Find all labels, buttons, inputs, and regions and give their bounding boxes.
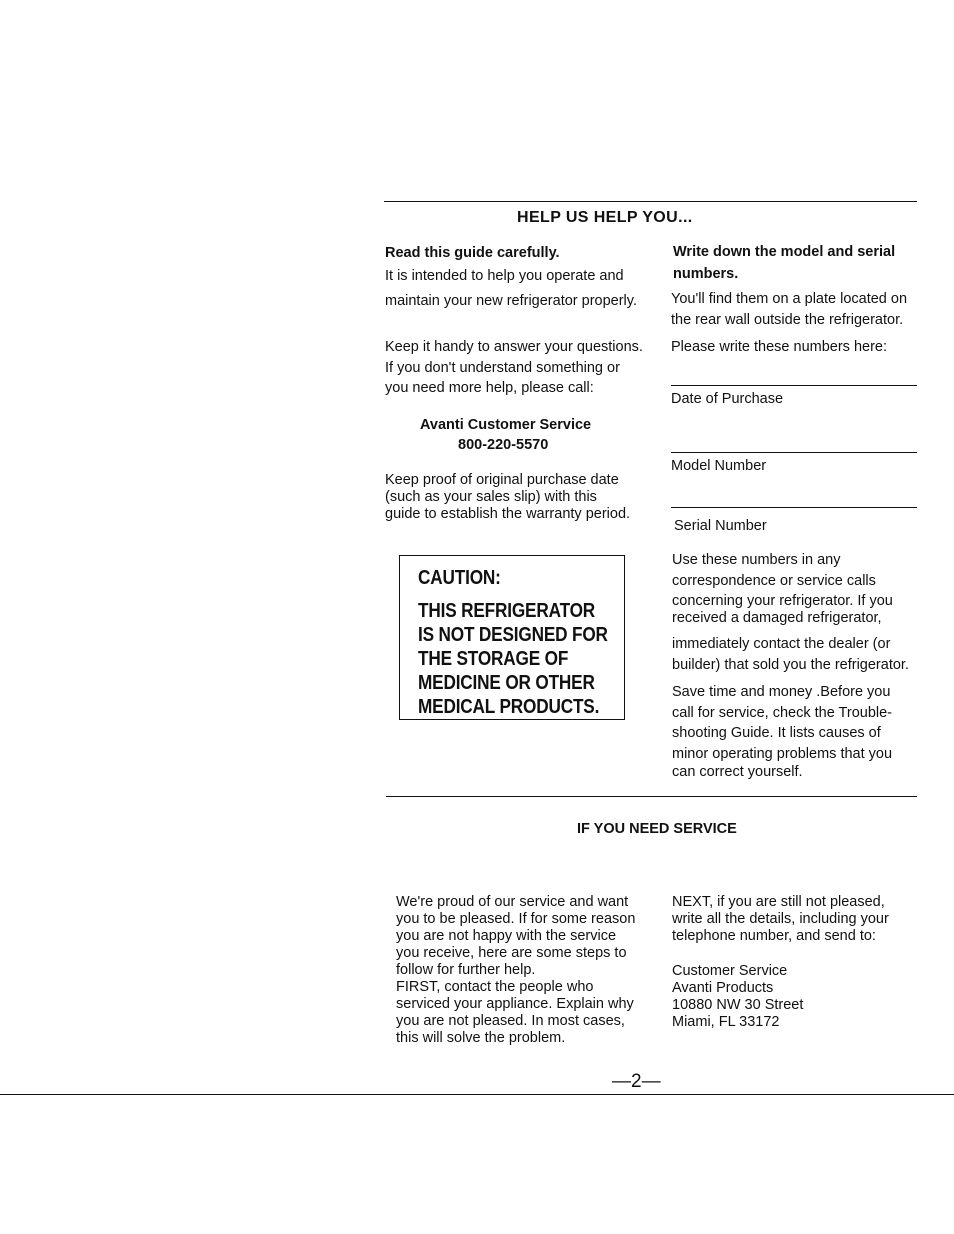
plate-paragraph (671, 289, 907, 330)
service-left-line: We're proud of our service and want (396, 894, 629, 910)
save-time-line: Save time and money .Before you (672, 684, 891, 700)
serial-number-label: Serial Number (674, 518, 767, 534)
save-time-line: call for service, check the Trouble- (672, 704, 893, 721)
use-numbers-line: correspondence or service calls (672, 572, 876, 589)
save-time-line: shooting Guide. It lists causes of (672, 725, 881, 741)
service-right-paragraph (672, 894, 889, 945)
proof-line: guide to establish the warranty period. (385, 506, 631, 522)
address-line: 10880 NW 30 Street (672, 997, 804, 1013)
service-section-title: IF YOU NEED SERVICE (577, 821, 737, 837)
write-down-heading-line-2: numbers. (673, 266, 739, 282)
save-time-paragraph (672, 682, 892, 764)
customer-service-phone: 800-220-5570 (458, 437, 549, 453)
bottom-divider (0, 1094, 954, 1095)
model-number-label: Model Number (671, 458, 767, 474)
caution-heading: CAUTION: (418, 567, 501, 589)
caution-line: IS NOT DESIGNED FOR (418, 624, 608, 646)
date-of-purchase-label: Date of Purchase (671, 391, 784, 407)
caution-line: MEDICAL PRODUCTS. (418, 696, 600, 718)
keep-handy-line: you need more help, please call: (385, 380, 594, 396)
save-time-line: can correct yourself. (672, 764, 803, 780)
proof-line: (such as your sales slip) with this (385, 489, 597, 505)
help-section-title: HELP US HELP YOU... (517, 209, 693, 226)
keep-handy-paragraph (385, 337, 643, 399)
service-left-line: you are not happy with the service (396, 928, 617, 944)
model-number-line (671, 452, 917, 453)
read-guide-line-1: It is intended to help you operate and (385, 268, 624, 284)
contact-dealer-line: builder) that sold you the refrigerator. (672, 656, 909, 673)
contact-dealer-paragraph (672, 634, 909, 675)
read-guide-heading: Read this guide carefully. (385, 245, 560, 261)
address-line: Customer Service (672, 963, 788, 979)
use-numbers-line: concerning your refrigerator. If you (672, 593, 893, 609)
please-write-label: Please write these numbers here: (671, 339, 887, 355)
service-right-line: write all the details, including your (672, 911, 889, 927)
service-right-line: telephone number, and send to: (672, 928, 876, 944)
use-numbers-line: Use these numbers in any (672, 552, 841, 568)
use-numbers-paragraph (672, 550, 893, 612)
contact-dealer-line: immediately contact the dealer (or (672, 636, 891, 652)
customer-service-name: Avanti Customer Service (420, 417, 592, 433)
service-left-paragraph (396, 894, 635, 1047)
caution-line: THIS REFRIGERATOR (418, 600, 596, 622)
keep-handy-line: Keep it handy to answer your questions. (385, 339, 643, 355)
service-left-line: you are not pleased. In most cases, (396, 1013, 625, 1029)
service-left-line: FIRST, contact the people who (396, 979, 594, 995)
caution-box (399, 555, 625, 720)
service-left-line: this will solve the problem. (396, 1030, 566, 1046)
proof-paragraph (385, 472, 630, 523)
service-left-line: you to be pleased. If for some reason (396, 911, 636, 927)
address-line: Miami, FL 33172 (672, 1014, 780, 1030)
page-number: —2— (612, 1071, 661, 1092)
caution-line: THE STORAGE OF (418, 648, 569, 670)
service-left-line: serviced your appliance. Explain why (396, 996, 634, 1012)
write-down-heading-line-1: Write down the model and serial (673, 244, 896, 260)
plate-line: the rear wall outside the refrigerator. (671, 311, 904, 328)
middle-divider (386, 796, 917, 797)
service-left-line: you receive, here are some steps to (396, 945, 627, 961)
top-divider (384, 201, 917, 202)
address-line: Avanti Products (672, 980, 774, 996)
caution-line: MEDICINE OR OTHER (418, 672, 595, 694)
service-left-line: follow for further help. (396, 962, 536, 978)
plate-line: You'll find them on a plate located on (671, 291, 908, 307)
serial-number-line (671, 507, 917, 508)
read-guide-line-2: maintain your new refrigerator properly. (385, 293, 637, 309)
keep-handy-line: If you don't understand something or (385, 359, 620, 376)
save-time-line: minor operating problems that you (672, 745, 893, 762)
date-of-purchase-line (671, 385, 917, 386)
service-right-line: NEXT, if you are still not pleased, (672, 894, 885, 910)
mailing-address (672, 963, 803, 1031)
use-numbers-line: received a damaged refrigerator, (672, 610, 882, 626)
proof-line: Keep proof of original purchase date (385, 472, 619, 488)
